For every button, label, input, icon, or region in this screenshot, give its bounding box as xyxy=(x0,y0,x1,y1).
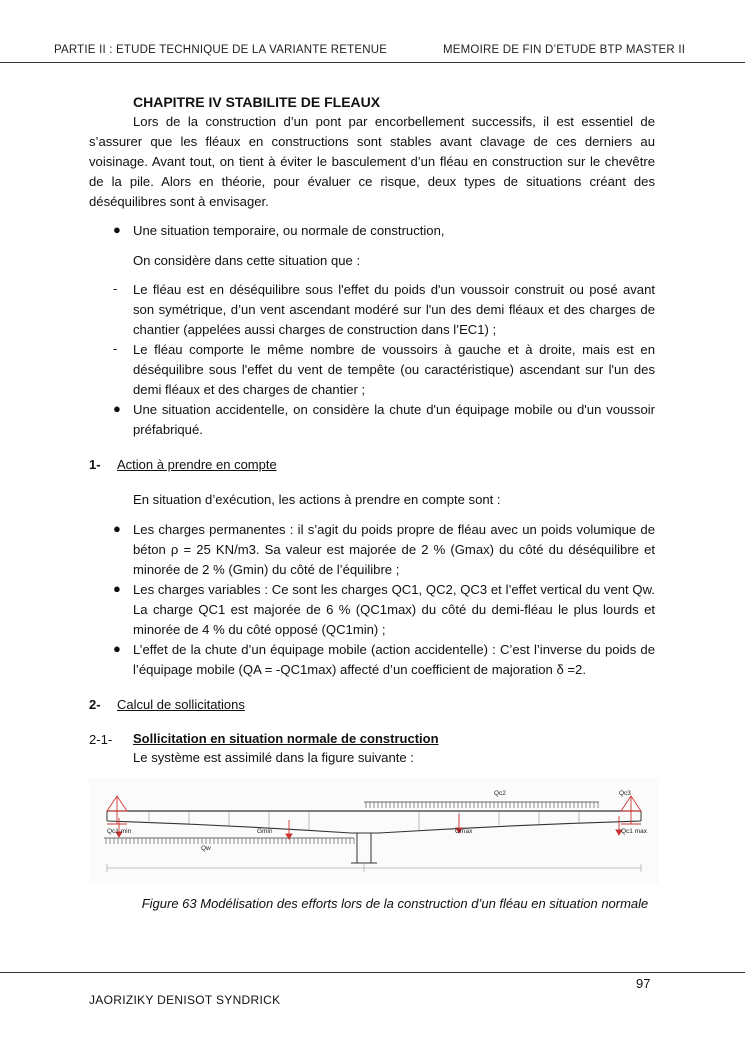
situation-dash-1: Le fléau est en déséquilibre sous l'effet du poids d'un voussoir construit ou posé avant son symétrique, d’un vent ascendant modéré sur l'un des demi fléaux et des charges de chantier (appelées aussi charges de construction dans l’EC1) ; xyxy=(133,282,655,337)
situation-bullet-1: Une situation temporaire, ou normale de construction, xyxy=(133,223,445,238)
label-qc2: Qc2 xyxy=(494,790,506,797)
section-1-intro: En situation d’exécution, les actions à prendre en compte sont : xyxy=(133,492,501,507)
situation-dash-2: Le fléau comporte le même nombre de voussoirs à gauche et à droite, mais est en déséquilibre sous l'effet du vent de tempête (ou caractéristique) ascendant sur l'un des demi fléaux et des charges de chantier ; xyxy=(133,342,655,397)
bullet-icon: ● xyxy=(113,521,121,536)
label-gmin: Gmin xyxy=(257,828,273,835)
label-qc3: Qc3 xyxy=(619,790,631,797)
dash-icon: - xyxy=(113,281,118,296)
label-qc1max: Qc1 max xyxy=(621,828,648,835)
consider-text: On considère dans cette situation que : xyxy=(133,253,361,268)
bullet-icon: ● xyxy=(113,581,121,596)
label-gmax: Gmax xyxy=(455,828,473,835)
action-item-1: Les charges permanentes : il s’agit du poids propre de fléau avec un poids volumique de béton ρ = 25 KN/m3. Sa valeur est majorée de 2 % (Gmax) du côté du déséquilibre et minorée de 2 % (Gmin) du côté de l’équilibre ; xyxy=(133,522,655,577)
subsection-title: Sollicitation en situation normale de construction xyxy=(133,731,439,746)
section-1-title: Action à prendre en compte xyxy=(117,457,277,472)
action-item-3: L’effet de la chute d’un équipage mobile (action accidentelle) : C’est l’inverse du poids de l’équipage mobile (QA = -QC1max) affecté d’un coefficient de majoration δ =2. xyxy=(133,642,655,677)
header-left: PARTIE II : ETUDE TECHNIQUE DE LA VARIANTE RETENUE xyxy=(54,44,388,56)
bullet-icon: ● xyxy=(113,401,121,416)
footer-author: JAORIZIKY DENISOT SYNDRICK xyxy=(89,993,281,1007)
label-qc1min: Qc1 min xyxy=(107,828,132,835)
label-qw: Qw xyxy=(201,845,211,852)
section-2-title: Calcul de sollicitations xyxy=(117,697,245,712)
figure-caption: Figure 63 Modélisation des efforts lors de la construction d’un fléau en situation normale xyxy=(141,896,649,911)
action-item-2: Les charges variables : Ce sont les charges QC1, QC2, QC3 et l’effet vertical du vent Qw. La charge QC1 est majorée de 6 % (QC1max) du côté du demi-fléau le plus lourds et minorée de 4 % du côté opposé (QC1min) ; xyxy=(133,582,655,637)
header-divider xyxy=(0,62,745,63)
situation-bullet-2: Une situation accidentelle, on considère la chute d'un équipage mobile ou d'un voussoir préfabriqué. xyxy=(133,402,655,437)
section-1-number: 1- xyxy=(89,457,101,472)
page-number: 97 xyxy=(636,976,651,991)
intro-paragraph: Lors de la construction d’un pont par encorbellement successifs, il est essentiel de s’assurer que les fléaux en constructions sont stables avant clavage de ces derniers au voisinage. Avant tout, on tient à éviter le basculement d’un fléau en construction sur le chevêtre de la pile. Alors en théorie, pour évaluer ce risque, deux types de situations créant des déséquilibres sont à envisager. xyxy=(89,114,655,209)
section-2-number: 2- xyxy=(89,697,101,712)
subsection-number: 2-1- xyxy=(89,732,113,747)
chapter-title: CHAPITRE IV STABILITE DE FLEAUX xyxy=(133,94,381,110)
subsection-text: Le système est assimilé dans la figure suivante : xyxy=(133,750,414,765)
header-right: MEMOIRE DE FIN D’ETUDE BTP MASTER II xyxy=(443,44,686,56)
figure-diagram xyxy=(89,778,659,884)
bullet-icon: ● xyxy=(113,222,121,237)
bullet-icon: ● xyxy=(113,641,121,656)
dash-icon: - xyxy=(113,341,118,356)
footer-divider xyxy=(0,972,745,973)
